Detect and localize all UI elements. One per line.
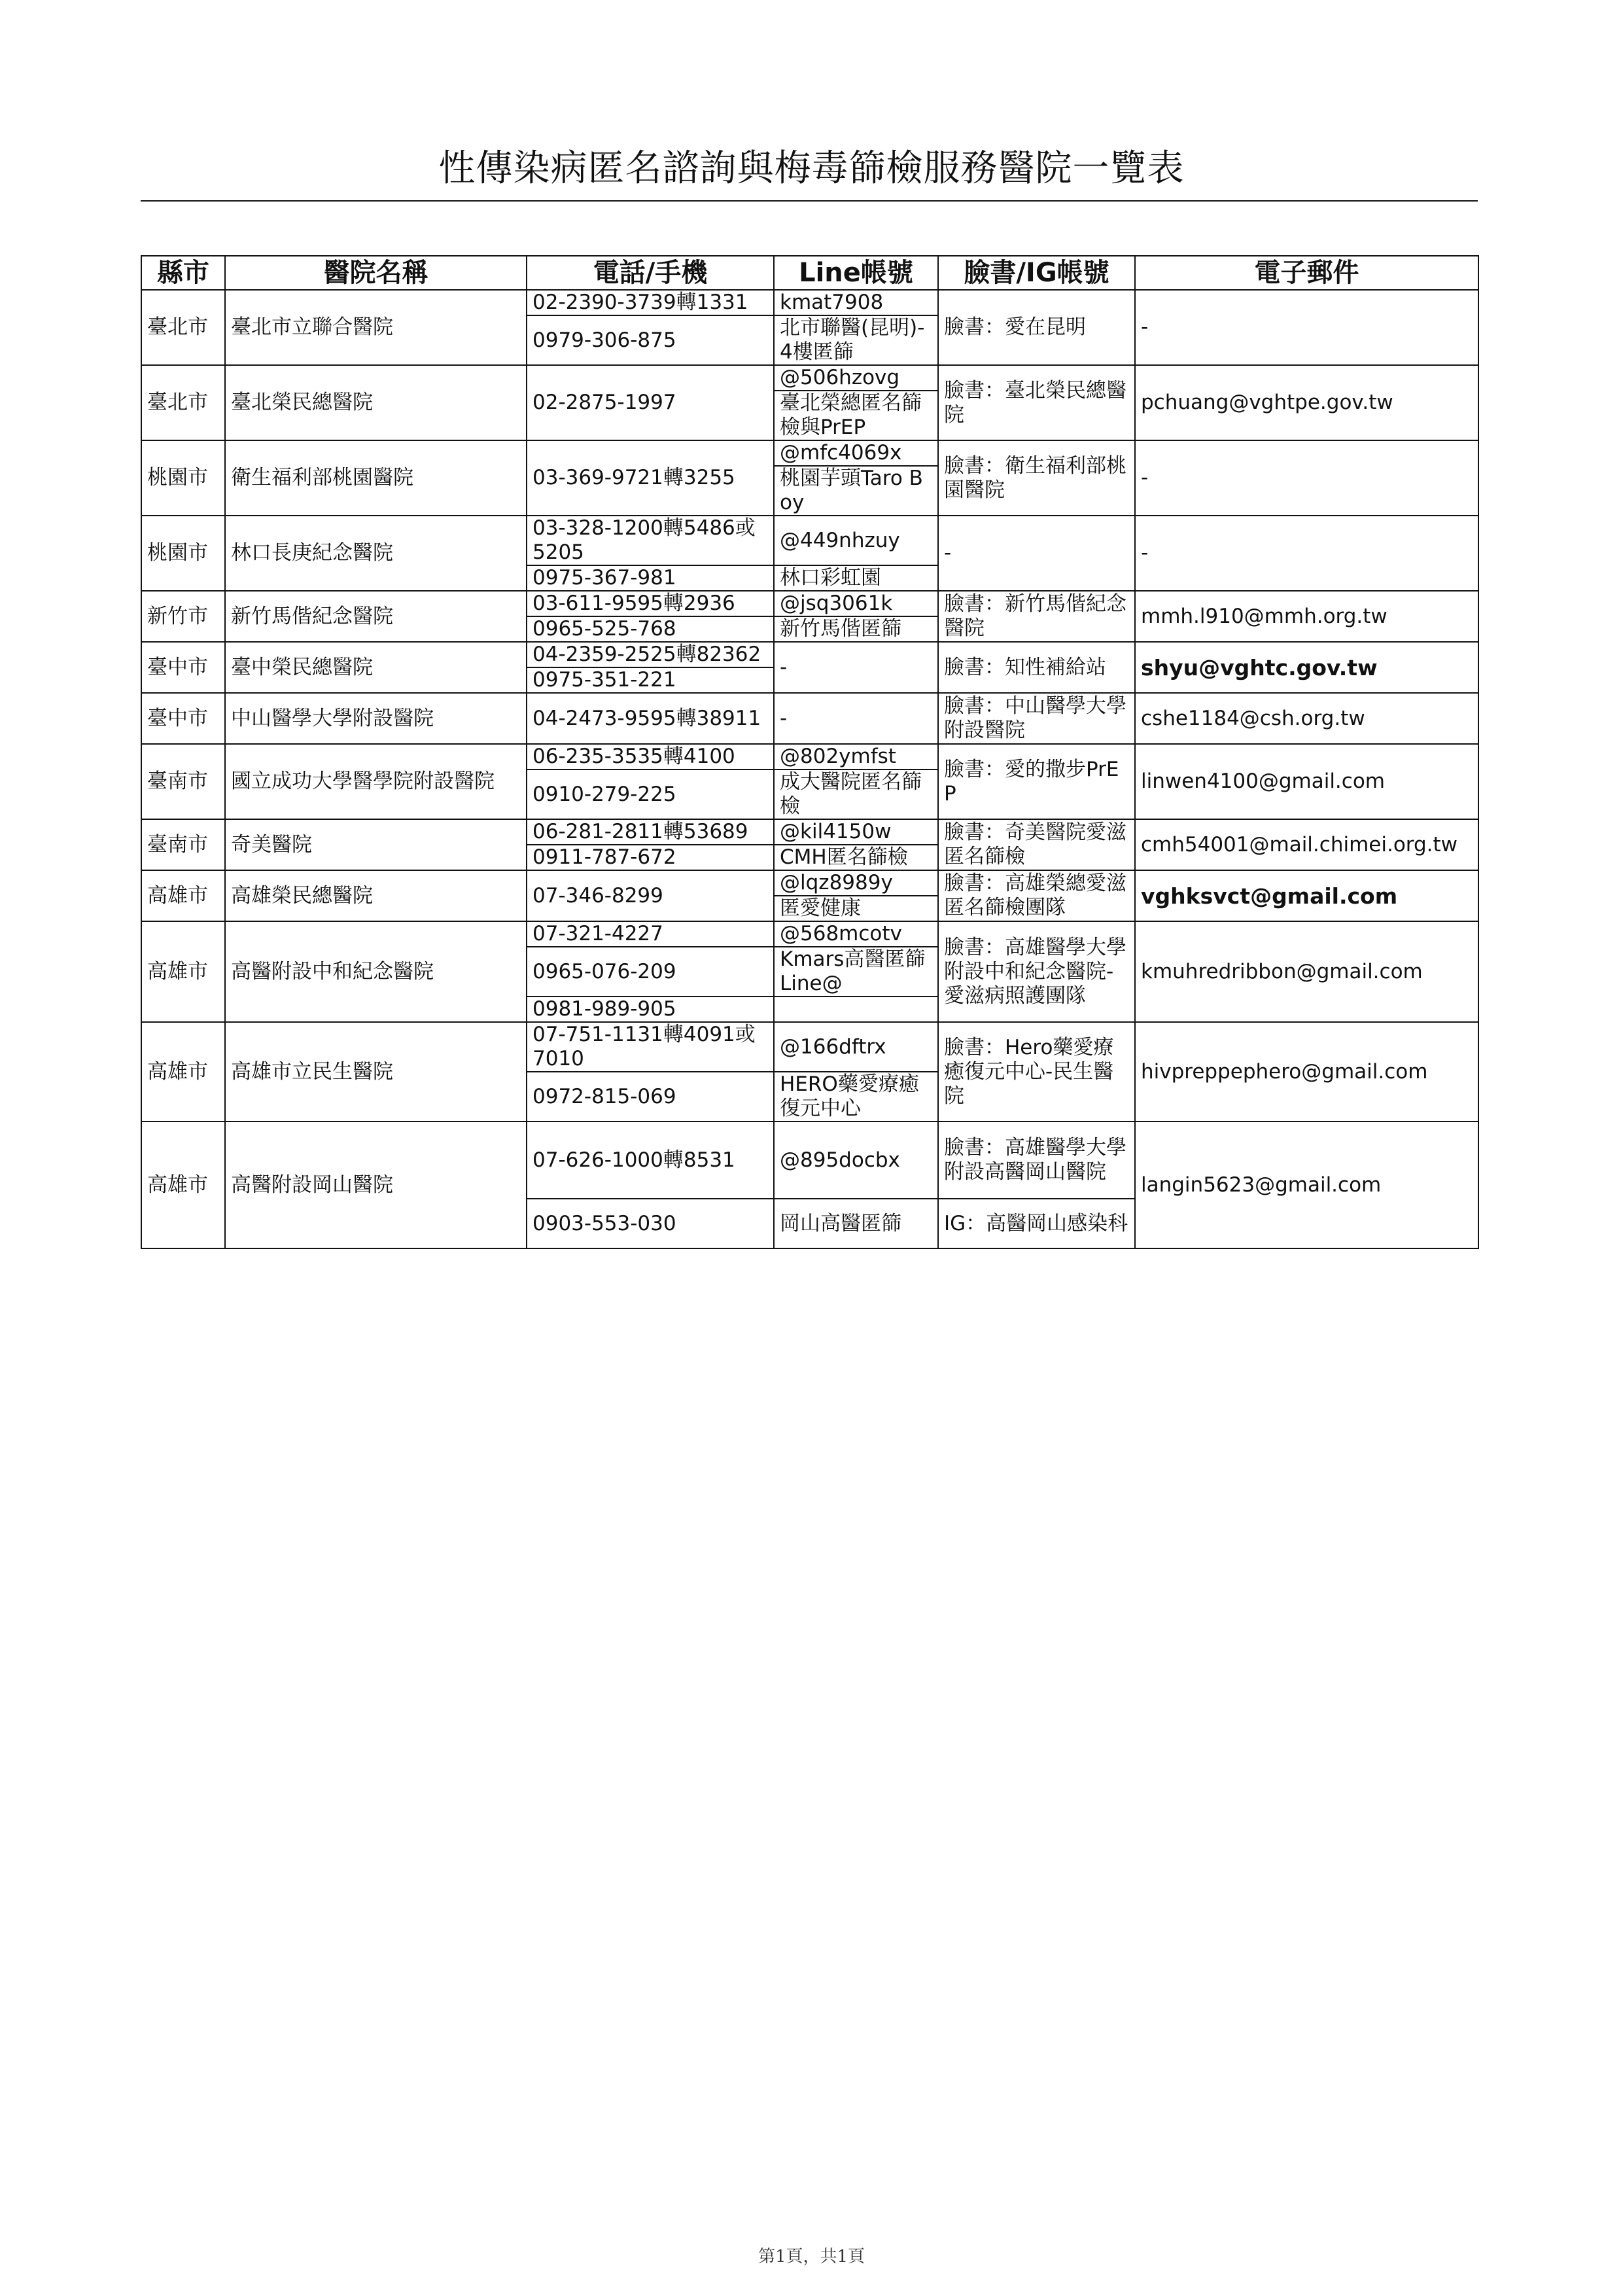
title-underline <box>141 200 1478 202</box>
email-cell: vghksvct@gmail.com <box>1135 870 1478 921</box>
line-cell: kmat7908 <box>774 290 938 315</box>
county-cell: 新竹市 <box>141 591 225 642</box>
facebook-cell: 臉書：中山醫學大學附設醫院 <box>938 693 1135 744</box>
hospital-cell: 高雄市立民生醫院 <box>225 1022 527 1122</box>
phone-cell: 0911-787-672 <box>527 845 774 870</box>
table-row <box>141 290 1478 315</box>
phone-cell: 03-369-9721轉3255 <box>527 440 774 516</box>
facebook-cell: 臉書：高雄榮總愛滋匿名篩檢團隊 <box>938 870 1135 921</box>
header-hospital: 醫院名稱 <box>225 256 527 290</box>
facebook-cell: IG：高醫岡山感染科 <box>938 1199 1135 1248</box>
phone-cell: 04-2473-9595轉38911 <box>527 693 774 744</box>
hospital-cell: 高雄榮民總醫院 <box>225 870 527 921</box>
line-cell: @802ymfst <box>774 744 938 769</box>
table-row <box>141 1122 1478 1199</box>
line-cell: @lqz8989y <box>774 870 938 896</box>
hospital-table <box>141 255 1479 1249</box>
line-cell: 匿愛健康 <box>774 896 938 921</box>
line-cell: @166dftrx <box>774 1022 938 1072</box>
facebook-cell: 臉書：高雄醫學大學附設中和紀念醫院-愛滋病照護團隊 <box>938 921 1135 1022</box>
table-row <box>141 1022 1478 1072</box>
county-cell: 臺南市 <box>141 819 225 870</box>
phone-cell: 03-611-9595轉2936 <box>527 591 774 616</box>
hospital-cell: 國立成功大學醫學院附設醫院 <box>225 744 527 819</box>
email-cell: cmh54001@mail.chimei.org.tw <box>1135 819 1478 870</box>
hospital-cell: 高醫附設岡山醫院 <box>225 1122 527 1248</box>
line-cell: 岡山高醫匿篩 <box>774 1199 938 1248</box>
phone-cell: 0972-815-069 <box>527 1072 774 1122</box>
header-email: 電子郵件 <box>1135 256 1478 290</box>
email-cell: - <box>1135 440 1478 516</box>
county-cell: 臺中市 <box>141 693 225 744</box>
hospital-cell: 衛生福利部桃園醫院 <box>225 440 527 516</box>
hospital-cell: 臺北市立聯合醫院 <box>225 290 527 365</box>
phone-cell: 02-2390-3739轉1331 <box>527 290 774 315</box>
facebook-cell: 臉書：新竹馬偕紀念醫院 <box>938 591 1135 642</box>
header-county: 縣市 <box>141 256 225 290</box>
facebook-cell: 臉書：愛在昆明 <box>938 290 1135 365</box>
phone-cell: 07-346-8299 <box>527 870 774 921</box>
county-cell: 高雄市 <box>141 1022 225 1122</box>
email-cell: - <box>1135 516 1478 591</box>
phone-cell: 0903-553-030 <box>527 1199 774 1248</box>
county-cell: 高雄市 <box>141 921 225 1022</box>
email-cell: kmuhredribbon@gmail.com <box>1135 921 1478 1022</box>
facebook-cell: 臉書：高雄醫學大學附設高醫岡山醫院 <box>938 1122 1135 1199</box>
line-cell <box>774 997 938 1022</box>
phone-cell: 06-281-2811轉53689 <box>527 819 774 845</box>
table-row <box>141 642 1478 667</box>
county-cell: 臺北市 <box>141 365 225 440</box>
phone-cell: 0979-306-875 <box>527 315 774 365</box>
line-cell: @kil4150w <box>774 819 938 845</box>
facebook-cell: 臉書：奇美醫院愛滋匿名篩檢 <box>938 819 1135 870</box>
county-cell: 臺北市 <box>141 290 225 365</box>
table-row <box>141 693 1478 744</box>
hospital-cell: 新竹馬偕紀念醫院 <box>225 591 527 642</box>
page-footer: 第1頁，共1頁 <box>758 2247 865 2267</box>
phone-cell: 06-235-3535轉4100 <box>527 744 774 769</box>
county-cell: 桃園市 <box>141 516 225 591</box>
county-cell: 臺中市 <box>141 642 225 693</box>
line-cell: - <box>774 693 938 744</box>
phone-cell: 07-626-1000轉8531 <box>527 1122 774 1199</box>
email-cell: shyu@vghtc.gov.tw <box>1135 642 1478 693</box>
header-line: Line帳號 <box>774 256 938 290</box>
line-cell: 臺北榮總匿名篩檢與PrEP <box>774 391 938 440</box>
line-cell: @449nhzuy <box>774 516 938 565</box>
facebook-cell: 臉書：臺北榮民總醫院 <box>938 365 1135 440</box>
line-cell: - <box>774 642 938 693</box>
phone-cell: 03-328-1200轉5486或5205 <box>527 516 774 565</box>
line-cell: 新竹馬偕匿篩 <box>774 616 938 642</box>
phone-cell: 0965-525-768 <box>527 616 774 642</box>
line-cell: @mfc4069x <box>774 440 938 466</box>
phone-cell: 07-751-1131轉4091或7010 <box>527 1022 774 1072</box>
line-cell: @506hzovg <box>774 365 938 391</box>
hospital-cell: 高醫附設中和紀念醫院 <box>225 921 527 1022</box>
facebook-cell: 臉書：愛的撒步PrEP <box>938 744 1135 819</box>
county-cell: 高雄市 <box>141 870 225 921</box>
email-cell: hivpreppephero@gmail.com <box>1135 1022 1478 1122</box>
line-cell: @895docbx <box>774 1122 938 1199</box>
hospital-cell: 臺北榮民總醫院 <box>225 365 527 440</box>
phone-cell: 0981-989-905 <box>527 997 774 1022</box>
phone-cell: 07-321-4227 <box>527 921 774 947</box>
phone-cell: 02-2875-1997 <box>527 365 774 440</box>
table-row <box>141 870 1478 896</box>
phone-cell: 0975-367-981 <box>527 565 774 591</box>
county-cell: 桃園市 <box>141 440 225 516</box>
line-cell: 北市聯醫(昆明)-4樓匿篩 <box>774 315 938 365</box>
line-cell: @568mcotv <box>774 921 938 947</box>
table-row <box>141 819 1478 845</box>
table-row <box>141 516 1478 565</box>
email-cell: linwen4100@gmail.com <box>1135 744 1478 819</box>
hospital-cell: 中山醫學大學附設醫院 <box>225 693 527 744</box>
facebook-cell: 臉書：知性補給站 <box>938 642 1135 693</box>
facebook-cell: 臉書：衛生福利部桃園醫院 <box>938 440 1135 516</box>
county-cell: 臺南市 <box>141 744 225 819</box>
line-cell: 林口彩虹園 <box>774 565 938 591</box>
email-cell: cshe1184@csh.org.tw <box>1135 693 1478 744</box>
email-cell: langin5623@gmail.com <box>1135 1122 1478 1248</box>
header-facebook: 臉書/IG帳號 <box>938 256 1135 290</box>
email-cell: mmh.l910@mmh.org.tw <box>1135 591 1478 642</box>
hospital-cell: 奇美醫院 <box>225 819 527 870</box>
email-cell: - <box>1135 290 1478 365</box>
table-header-row <box>141 256 1478 290</box>
table-row <box>141 365 1478 391</box>
county-cell: 高雄市 <box>141 1122 225 1248</box>
facebook-cell: 臉書：Hero藥愛療癒復元中心-民生醫院 <box>938 1022 1135 1122</box>
line-cell: 桃園芋頭Taro Boy <box>774 466 938 516</box>
hospital-cell: 臺中榮民總醫院 <box>225 642 527 693</box>
facebook-cell: - <box>938 516 1135 591</box>
phone-cell: 04-2359-2525轉82362 <box>527 642 774 667</box>
line-cell: Kmars高醫匿篩Line@ <box>774 947 938 997</box>
line-cell: HERO藥愛療癒復元中心 <box>774 1072 938 1122</box>
header-phone: 電話/手機 <box>527 256 774 290</box>
phone-cell: 0965-076-209 <box>527 947 774 997</box>
page-title: 性傳染病匿名諮詢與梅毒篩檢服務醫院一覽表 <box>438 147 1185 190</box>
phone-cell: 0910-279-225 <box>527 769 774 819</box>
table-row <box>141 591 1478 616</box>
line-cell: CMH匿名篩檢 <box>774 845 938 870</box>
hospital-cell: 林口長庚紀念醫院 <box>225 516 527 591</box>
line-cell: @jsq3061k <box>774 591 938 616</box>
phone-cell: 0975-351-221 <box>527 667 774 693</box>
table-row <box>141 440 1478 466</box>
table-row <box>141 744 1478 769</box>
table-row <box>141 921 1478 947</box>
email-cell: pchuang@vghtpe.gov.tw <box>1135 365 1478 440</box>
line-cell: 成大醫院匿名篩檢 <box>774 769 938 819</box>
